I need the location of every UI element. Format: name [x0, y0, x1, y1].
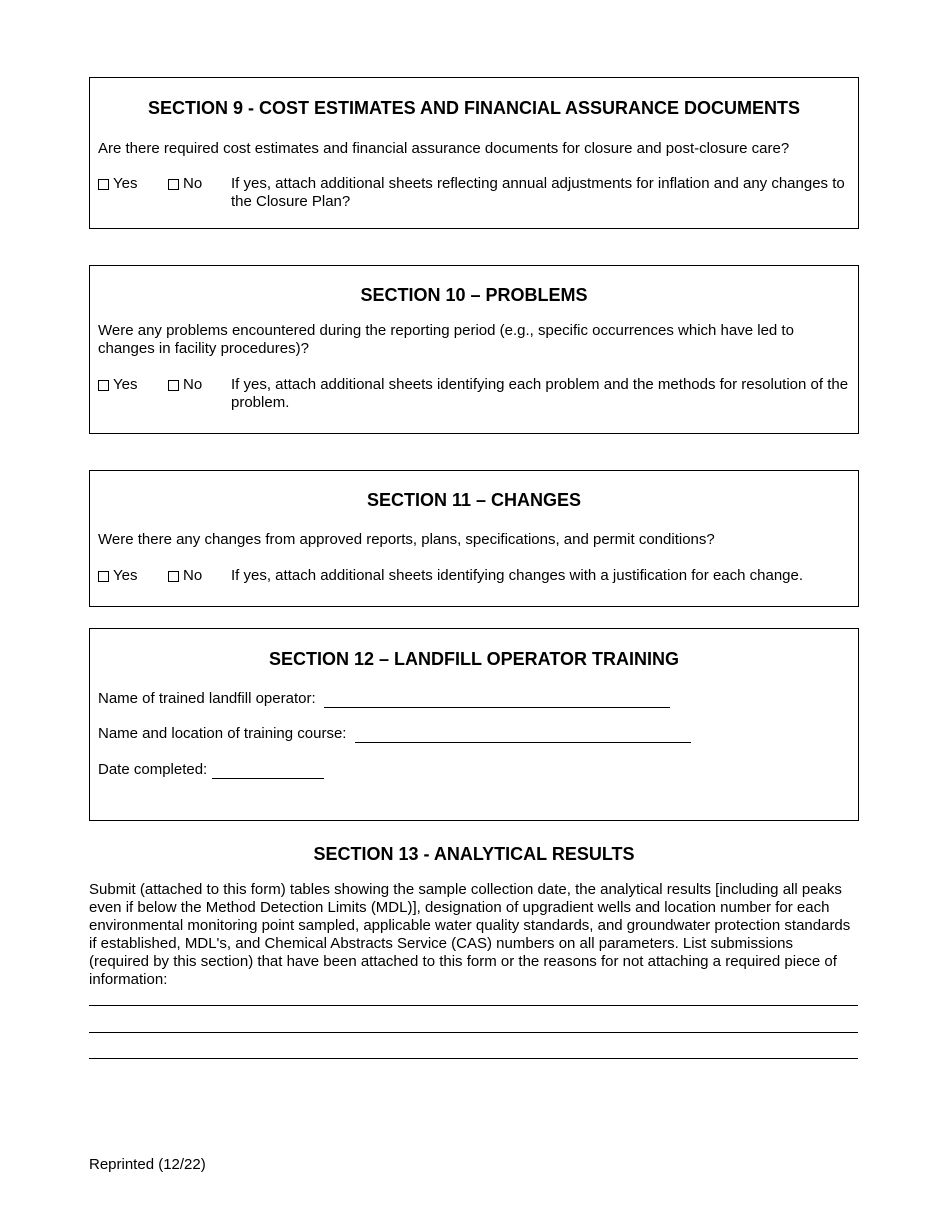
section-11-yes-label: Yes [113, 567, 138, 584]
reprinted-footer: Reprinted (12/22) [89, 1156, 206, 1173]
section-11-box [89, 470, 859, 607]
section-10-no-option[interactable] [168, 376, 202, 394]
section-9-no-label: No [183, 175, 203, 192]
section-11-note: If yes, attach additional sheets identifying changes with a justification for each change. [231, 567, 804, 584]
operator-name-label: Name of trained landfill operator: [98, 690, 316, 707]
training-course-field [98, 725, 691, 743]
section-9-no-option[interactable] [168, 175, 202, 193]
answer-line-2[interactable] [89, 1032, 858, 1033]
section-11-no-option[interactable] [168, 567, 202, 585]
date-completed-label: Date completed: [98, 761, 208, 778]
section-11-question: Were there any changes from approved reports, plans, specifications, and permit conditions? [98, 531, 715, 548]
section-11-title: SECTION 11 – CHANGES [366, 490, 582, 510]
section-10-box [89, 265, 859, 434]
operator-name-input[interactable] [324, 693, 670, 708]
section-9-yes-label: Yes [113, 175, 138, 192]
operator-name-field [98, 690, 670, 708]
training-course-label: Name and location of training course: [98, 725, 347, 742]
section-11-no-checkbox[interactable] [168, 571, 179, 582]
section-11-no-label: No [183, 567, 203, 584]
section-12-box [89, 628, 859, 821]
section-10-no-label: No [183, 376, 203, 393]
answer-line-1[interactable] [89, 1005, 858, 1006]
section-10-yes-option[interactable] [98, 376, 137, 394]
section-10-question: Were any problems encountered during the reporting period (e.g., specific occurrences which have led to changes in facility procedures)? [98, 322, 794, 357]
answer-line-3[interactable] [89, 1058, 858, 1059]
training-course-input[interactable] [355, 728, 691, 743]
section-12-title: SECTION 12 – LANDFILL OPERATOR TRAINING [268, 649, 680, 669]
section-9-box [89, 77, 859, 229]
section-10-title: SECTION 10 – PROBLEMS [360, 285, 588, 305]
section-10-no-checkbox[interactable] [168, 380, 179, 391]
section-10-yes-label: Yes [113, 376, 138, 393]
date-completed-field [98, 761, 324, 779]
section-9-no-checkbox[interactable] [168, 179, 179, 190]
section-9-title: SECTION 9 - COST ESTIMATES AND FINANCIAL ASSURANCE DOCUMENTS [147, 98, 801, 118]
section-13-title: SECTION 13 - ANALYTICAL RESULTS [313, 844, 635, 864]
section-13-body: Submit (attached to this form) tables showing the sample collection date, the analytical results [including all peaks even if below the Method Detection Limits (MDL)], designation of upgradient wells and location number for each environmental monitoring point sampled, applicable water quality standards, and groundwater protection standards if established, MDL's, and Chemical Abstracts Service (CAS) numbers on all parameters. List submissions (required by this section) that have been attached to this form or the reasons for not attaching a required piece of information: [89, 881, 851, 988]
section-11-yes-option[interactable] [98, 567, 137, 585]
section-9-yes-option[interactable] [98, 175, 137, 193]
date-completed-input[interactable] [212, 764, 324, 779]
section-9-note: If yes, attach additional sheets reflecting annual adjustments for inflation and any changes to the Closure Plan? [231, 175, 845, 210]
section-9-yes-checkbox[interactable] [98, 179, 109, 190]
section-10-note: If yes, attach additional sheets identifying each problem and the methods for resolution of the problem. [231, 376, 849, 411]
section-10-yes-checkbox[interactable] [98, 380, 109, 391]
section-9-question: Are there required cost estimates and financial assurance documents for closure and post-closure care? [98, 140, 790, 157]
section-11-yes-checkbox[interactable] [98, 571, 109, 582]
